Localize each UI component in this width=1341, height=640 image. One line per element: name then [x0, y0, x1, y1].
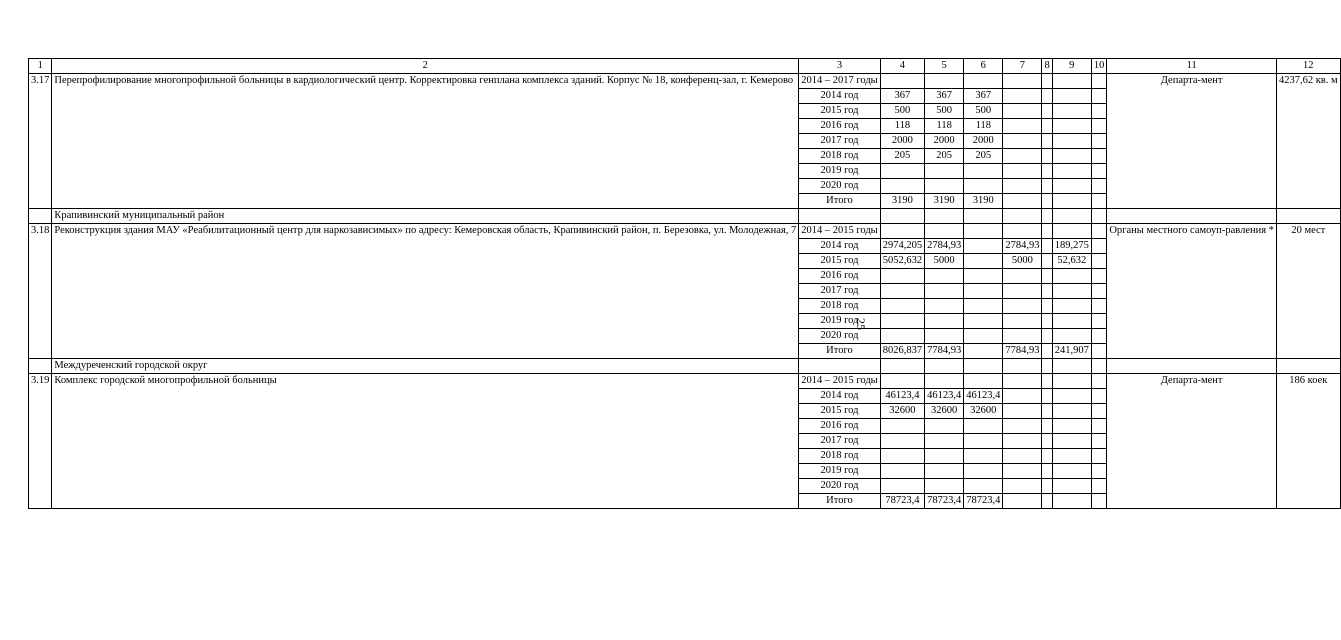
- value-cell: [1052, 134, 1091, 149]
- value-cell: [925, 269, 964, 284]
- value-cell: [964, 269, 1003, 284]
- header-cell: 12: [1276, 59, 1340, 74]
- value-cell: 52,632: [1052, 254, 1091, 269]
- year-cell: 2019 год: [799, 464, 881, 479]
- value-cell: 46123,4: [925, 389, 964, 404]
- value-cell: [925, 479, 964, 494]
- year-cell: Итого: [799, 344, 881, 359]
- value-cell: [925, 419, 964, 434]
- value-cell: [1003, 74, 1042, 89]
- value-cell: [964, 479, 1003, 494]
- year-cell: Итого: [799, 194, 881, 209]
- empty-cell: [1107, 209, 1277, 224]
- year-cell: 2017 год: [799, 434, 881, 449]
- value-cell: [1042, 224, 1052, 239]
- header-cell: 11: [1107, 59, 1277, 74]
- empty-cell: [1091, 359, 1107, 374]
- value-cell: [925, 164, 964, 179]
- value-cell: [1052, 464, 1091, 479]
- value-cell: [1003, 434, 1042, 449]
- value-cell: [1091, 164, 1107, 179]
- value-cell: 78723,4: [964, 494, 1003, 509]
- value-cell: 189,275: [1052, 239, 1091, 254]
- value-cell: 32600: [964, 404, 1003, 419]
- value-cell: 205: [880, 149, 924, 164]
- value-cell: [880, 374, 924, 389]
- value-cell: 2784,93: [925, 239, 964, 254]
- value-cell: 500: [925, 104, 964, 119]
- capacity-cell: 186 коек: [1276, 374, 1340, 509]
- empty-cell: [1276, 359, 1340, 374]
- value-cell: 118: [964, 119, 1003, 134]
- table-row: [29, 224, 1341, 239]
- year-cell: 2019 год: [799, 314, 881, 329]
- empty-cell: [799, 359, 881, 374]
- value-cell: [1091, 194, 1107, 209]
- value-cell: [880, 299, 924, 314]
- value-cell: [925, 224, 964, 239]
- year-cell: 2015 год: [799, 104, 881, 119]
- value-cell: [1052, 329, 1091, 344]
- value-cell: [1091, 329, 1107, 344]
- value-cell: [1003, 164, 1042, 179]
- capacity-cell: 20 мест: [1276, 224, 1340, 359]
- empty-cell: [880, 359, 924, 374]
- year-cell: 2020 год: [799, 479, 881, 494]
- value-cell: 32600: [880, 404, 924, 419]
- value-cell: [1042, 419, 1052, 434]
- object-description: Реконструкция здания МАУ «Реабилитационный центр для наркозависимых» по адресу: Кемеровская область, Крапивинский район, п. Березовка, ул. Молодежная, 7: [52, 224, 799, 359]
- header-row: [29, 59, 1341, 74]
- value-cell: [1042, 164, 1052, 179]
- value-cell: [1052, 404, 1091, 419]
- value-cell: [1052, 74, 1091, 89]
- value-cell: [1052, 179, 1091, 194]
- responsible-cell: Департа-мент: [1107, 374, 1277, 509]
- empty-cell: [880, 209, 924, 224]
- value-cell: 500: [880, 104, 924, 119]
- header-cell: 8: [1042, 59, 1052, 74]
- value-cell: 3190: [880, 194, 924, 209]
- value-cell: [1042, 344, 1052, 359]
- empty-cell: [925, 359, 964, 374]
- value-cell: [880, 269, 924, 284]
- value-cell: [964, 179, 1003, 194]
- section-num-cell: [29, 209, 52, 224]
- value-cell: 5000: [1003, 254, 1042, 269]
- year-cell: 2017 год: [799, 284, 881, 299]
- year-cell: Итого: [799, 494, 881, 509]
- page-number: 25: [854, 318, 868, 330]
- value-cell: 7784,93: [1003, 344, 1042, 359]
- value-cell: [1052, 389, 1091, 404]
- value-cell: [1042, 89, 1052, 104]
- value-cell: [880, 434, 924, 449]
- value-cell: [1052, 89, 1091, 104]
- value-cell: [1091, 89, 1107, 104]
- year-cell: 2018 год: [799, 299, 881, 314]
- object-description: Комплекс городской многопрофильной больницы: [52, 374, 799, 509]
- value-cell: [1052, 449, 1091, 464]
- header-cell: 4: [880, 59, 924, 74]
- value-cell: [1091, 299, 1107, 314]
- header-cell: 7: [1003, 59, 1042, 74]
- value-cell: [1091, 434, 1107, 449]
- value-cell: [1003, 134, 1042, 149]
- value-cell: [1091, 314, 1107, 329]
- value-cell: [1003, 194, 1042, 209]
- value-cell: [1042, 119, 1052, 134]
- value-cell: [1003, 179, 1042, 194]
- value-cell: [1003, 494, 1042, 509]
- empty-cell: [1003, 359, 1042, 374]
- value-cell: 5000: [925, 254, 964, 269]
- value-cell: 7784,93: [925, 344, 964, 359]
- value-cell: [925, 314, 964, 329]
- value-cell: [1042, 299, 1052, 314]
- section-row: [29, 209, 1341, 224]
- empty-cell: [1042, 209, 1052, 224]
- year-cell: 2014 год: [799, 89, 881, 104]
- value-cell: [964, 239, 1003, 254]
- value-cell: [880, 224, 924, 239]
- value-cell: [1042, 314, 1052, 329]
- value-cell: [1042, 449, 1052, 464]
- header-cell: 10: [1091, 59, 1107, 74]
- program-table: [28, 58, 1341, 509]
- value-cell: 367: [880, 89, 924, 104]
- value-cell: [1003, 119, 1042, 134]
- value-cell: [1042, 329, 1052, 344]
- year-cell: 2020 год: [799, 329, 881, 344]
- value-cell: [964, 164, 1003, 179]
- value-cell: [1042, 389, 1052, 404]
- section-num-cell: [29, 359, 52, 374]
- value-cell: 3190: [964, 194, 1003, 209]
- value-cell: [1042, 269, 1052, 284]
- table-row: [29, 74, 1341, 89]
- value-cell: [1003, 449, 1042, 464]
- value-cell: [1091, 464, 1107, 479]
- value-cell: 46123,4: [964, 389, 1003, 404]
- header-cell: 5: [925, 59, 964, 74]
- value-cell: 500: [964, 104, 1003, 119]
- value-cell: [1042, 374, 1052, 389]
- year-cell: 2015 год: [799, 254, 881, 269]
- value-cell: 78723,4: [925, 494, 964, 509]
- year-cell: 2014 – 2015 годы: [799, 374, 881, 389]
- empty-cell: [1052, 359, 1091, 374]
- value-cell: [964, 299, 1003, 314]
- value-cell: [1052, 194, 1091, 209]
- section-title: Междуреченский городской округ: [52, 359, 799, 374]
- empty-cell: [925, 209, 964, 224]
- value-cell: 118: [925, 119, 964, 134]
- value-cell: 32600: [925, 404, 964, 419]
- value-cell: [1091, 479, 1107, 494]
- year-cell: 2019 год: [799, 164, 881, 179]
- value-cell: 2000: [964, 134, 1003, 149]
- value-cell: 2784,93: [1003, 239, 1042, 254]
- empty-cell: [1003, 209, 1042, 224]
- value-cell: [1052, 419, 1091, 434]
- value-cell: [1003, 269, 1042, 284]
- value-cell: [1042, 74, 1052, 89]
- value-cell: [925, 179, 964, 194]
- row-number: 3.18: [29, 224, 52, 359]
- value-cell: [964, 314, 1003, 329]
- value-cell: [964, 284, 1003, 299]
- value-cell: [1052, 119, 1091, 134]
- value-cell: [1091, 344, 1107, 359]
- value-cell: [1052, 269, 1091, 284]
- value-cell: 367: [964, 89, 1003, 104]
- value-cell: 205: [925, 149, 964, 164]
- table-row: [29, 374, 1341, 389]
- value-cell: [964, 464, 1003, 479]
- value-cell: 118: [880, 119, 924, 134]
- value-cell: [1052, 314, 1091, 329]
- value-cell: [964, 344, 1003, 359]
- value-cell: [1003, 479, 1042, 494]
- value-cell: 8026,837: [880, 344, 924, 359]
- value-cell: [925, 464, 964, 479]
- row-number: 3.17: [29, 74, 52, 209]
- value-cell: [1003, 404, 1042, 419]
- value-cell: [880, 314, 924, 329]
- value-cell: [1052, 284, 1091, 299]
- value-cell: 78723,4: [880, 494, 924, 509]
- value-cell: [880, 464, 924, 479]
- header-cell: 9: [1052, 59, 1091, 74]
- year-cell: 2014 год: [799, 239, 881, 254]
- year-cell: 2018 год: [799, 149, 881, 164]
- value-cell: [1003, 389, 1042, 404]
- value-cell: [1091, 179, 1107, 194]
- year-cell: 2017 год: [799, 134, 881, 149]
- responsible-cell: Департа-мент: [1107, 74, 1277, 209]
- value-cell: [1091, 134, 1107, 149]
- value-cell: [1003, 149, 1042, 164]
- year-cell: 2014 – 2017 годы: [799, 74, 881, 89]
- table-body: [29, 59, 1341, 509]
- value-cell: 46123,4: [880, 389, 924, 404]
- value-cell: [1052, 224, 1091, 239]
- value-cell: [1091, 284, 1107, 299]
- value-cell: [964, 329, 1003, 344]
- value-cell: [1003, 329, 1042, 344]
- value-cell: [1042, 149, 1052, 164]
- value-cell: [1091, 419, 1107, 434]
- value-cell: [1052, 299, 1091, 314]
- year-cell: 2015 год: [799, 404, 881, 419]
- value-cell: [964, 419, 1003, 434]
- responsible-cell: Органы местного самоуп-равления *: [1107, 224, 1277, 359]
- value-cell: [964, 254, 1003, 269]
- value-cell: [1003, 104, 1042, 119]
- year-cell: 2020 год: [799, 179, 881, 194]
- value-cell: [964, 449, 1003, 464]
- value-cell: [1052, 479, 1091, 494]
- section-row: [29, 359, 1341, 374]
- value-cell: [1052, 149, 1091, 164]
- empty-cell: [1042, 359, 1052, 374]
- value-cell: [1091, 404, 1107, 419]
- year-cell: 2016 год: [799, 419, 881, 434]
- value-cell: [964, 434, 1003, 449]
- value-cell: [925, 329, 964, 344]
- value-cell: [1003, 374, 1042, 389]
- value-cell: [1091, 149, 1107, 164]
- value-cell: [1003, 314, 1042, 329]
- value-cell: 3190: [925, 194, 964, 209]
- value-cell: [1091, 389, 1107, 404]
- value-cell: [880, 179, 924, 194]
- value-cell: [1091, 374, 1107, 389]
- value-cell: [925, 449, 964, 464]
- value-cell: [1052, 494, 1091, 509]
- value-cell: 241,907: [1052, 344, 1091, 359]
- value-cell: 2000: [880, 134, 924, 149]
- value-cell: [1042, 134, 1052, 149]
- value-cell: [880, 164, 924, 179]
- value-cell: [1042, 284, 1052, 299]
- value-cell: [1091, 224, 1107, 239]
- value-cell: [925, 299, 964, 314]
- value-cell: [880, 419, 924, 434]
- value-cell: [1003, 299, 1042, 314]
- value-cell: [1091, 74, 1107, 89]
- value-cell: [1091, 449, 1107, 464]
- year-cell: 2014 год: [799, 389, 881, 404]
- value-cell: [1042, 104, 1052, 119]
- empty-cell: [1107, 359, 1277, 374]
- value-cell: [1042, 494, 1052, 509]
- object-description: Перепрофилирование многопрофильной больницы в кардиологический центр. Корректировка генплана комплекса зданий. Корпус № 18, конференц-зал, г. Кемерово: [52, 74, 799, 209]
- row-number: 3.19: [29, 374, 52, 509]
- value-cell: [880, 329, 924, 344]
- empty-cell: [964, 209, 1003, 224]
- value-cell: [880, 449, 924, 464]
- value-cell: [1003, 464, 1042, 479]
- value-cell: [964, 74, 1003, 89]
- value-cell: [1042, 179, 1052, 194]
- value-cell: [1042, 434, 1052, 449]
- value-cell: [1091, 494, 1107, 509]
- value-cell: [1091, 269, 1107, 284]
- value-cell: [925, 74, 964, 89]
- value-cell: [925, 434, 964, 449]
- value-cell: 5052,632: [880, 254, 924, 269]
- empty-cell: [964, 359, 1003, 374]
- value-cell: [1042, 464, 1052, 479]
- value-cell: [1091, 104, 1107, 119]
- value-cell: [1003, 224, 1042, 239]
- value-cell: 205: [964, 149, 1003, 164]
- section-title: Крапивинский муниципальный район: [52, 209, 799, 224]
- year-cell: 2018 год: [799, 449, 881, 464]
- value-cell: [1052, 434, 1091, 449]
- capacity-cell: 4237,62 кв. м: [1276, 74, 1340, 209]
- value-cell: 2000: [925, 134, 964, 149]
- value-cell: [925, 284, 964, 299]
- value-cell: [1003, 89, 1042, 104]
- value-cell: [1042, 479, 1052, 494]
- value-cell: 2974,205: [880, 239, 924, 254]
- value-cell: [1091, 239, 1107, 254]
- value-cell: [1052, 164, 1091, 179]
- value-cell: [964, 224, 1003, 239]
- value-cell: [925, 374, 964, 389]
- header-cell: 1: [29, 59, 52, 74]
- value-cell: [1042, 239, 1052, 254]
- year-cell: 2016 год: [799, 119, 881, 134]
- value-cell: [1042, 194, 1052, 209]
- value-cell: 367: [925, 89, 964, 104]
- value-cell: [880, 74, 924, 89]
- value-cell: [880, 284, 924, 299]
- header-cell: 3: [799, 59, 881, 74]
- value-cell: [1042, 254, 1052, 269]
- value-cell: [1052, 374, 1091, 389]
- header-cell: 6: [964, 59, 1003, 74]
- value-cell: [1091, 254, 1107, 269]
- value-cell: [880, 479, 924, 494]
- empty-cell: [1091, 209, 1107, 224]
- value-cell: [1003, 284, 1042, 299]
- value-cell: [1003, 419, 1042, 434]
- year-cell: 2016 год: [799, 269, 881, 284]
- header-cell: 2: [52, 59, 799, 74]
- value-cell: [1052, 104, 1091, 119]
- empty-cell: [1276, 209, 1340, 224]
- value-cell: [1042, 404, 1052, 419]
- empty-cell: [1052, 209, 1091, 224]
- empty-cell: [799, 209, 881, 224]
- value-cell: [1091, 119, 1107, 134]
- value-cell: [964, 374, 1003, 389]
- year-cell: 2014 – 2015 годы: [799, 224, 881, 239]
